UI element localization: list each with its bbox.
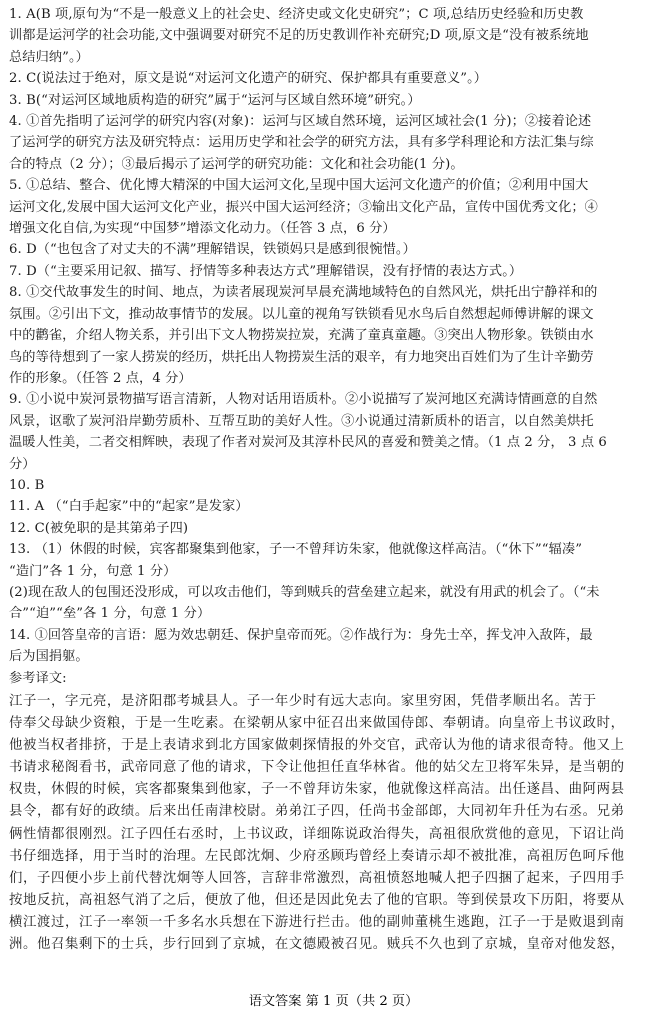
translation-label: 参考译文: (9, 670, 67, 686)
answer-line: 氛围。②引出下文，推动故事情节的发展。以儿童的视角写铁锁看见水鸟后自然想起师傅讲解的课文 (9, 306, 594, 322)
answer-item (9, 625, 658, 668)
answer-line: 风景，讴歌了炭河沿岸勤劳质朴、互帮互助的美好人性。③小说通过清新质朴的语言，以自然美烘托 (9, 413, 594, 429)
translation-line: 俩性情都很刚烈。江子四任右丞时，上书议政，详细陈说政治得失，高祖很欣赏他的意见，下诏让尚 (9, 826, 625, 842)
answer-line: (2)现在敌人的包围还没形成，可以攻击他们，等到贼兵的营垒建立起来，就没有用武的机会了。（“未 (9, 584, 600, 600)
answer-line: 合”“迫”“垒”各 1 分，句意 1 分） (9, 606, 211, 622)
answer-line: 11. A （“白手起家”中的“起家”是发家） (9, 499, 249, 515)
answer-item (9, 90, 658, 111)
translation-line: 权贵，休假的时候，宾客都聚集到他家，子一不曾拜访朱家，他就像这样高洁。出任遂昌、曲阿两县 (9, 782, 625, 798)
translation-line: 书仔细选择，用于当时的治理。左民郎沈炯、少府丞顾玙曾经上奏请示却不被批准，高祖厉色呵斥他 (9, 848, 625, 864)
answer-line: 总结归纳”。） (9, 49, 89, 65)
answer-line: 3. B(“对运河区域地质构造的研究”属于“运河与区域自然环境”研究。） (9, 92, 421, 108)
answer-line: 8. ①交代故事发生的时间、地点，为读者展现炭河早晨充满地域特色的自然风光，烘托出宁静祥和的 (9, 285, 598, 301)
answer-line: 作的形象。（任答 2 点，4 分） (9, 370, 192, 386)
answer-line: 5. ①总结、整合、优化博大精深的中国大运河文化,呈现中国大运河文化遗产的价值；②利用中国大 (9, 178, 589, 194)
translation-line: 洲。他召集剩下的士兵，步行回到了京城，在文德殿被召见。贼兵不久也到了京城，皇帝对他发怒， (9, 937, 625, 953)
answer-line: 了运河学的研究方法及研究特点：运用历史学和社会学的研究方法，具有多学科理论和方法汇集与综 (9, 135, 594, 151)
answer-line: 12. C(被免职的是其第弟子四) (9, 520, 189, 536)
answer-line: 2. C(说法过于绝对，原文是说“对运河文化遗产的研究、保护都具有重要意义”。） (9, 71, 488, 87)
answer-line: 增强文化自信,为实现“中国梦”增添文化动力。（任答 3 点，6 分） (9, 221, 396, 237)
answer-item (9, 475, 658, 496)
answer-line: 10. B (9, 477, 45, 493)
answer-line: 9. ①小说中炭河景物描写语言清新，人物对话用语质朴。②小说描写了炭河地区充满诗情画意的自然 (9, 392, 598, 408)
answer-item (9, 68, 658, 89)
answer-line: 运河文化,发展中国大运河文化产业，振兴中国大运河经济；③输出文化产品，宣传中国优秀文化；④ (9, 199, 598, 215)
answer-item (9, 261, 658, 282)
answer-item (9, 518, 658, 539)
answer-line: 合的特点（2 分）；③最后揭示了运河学的研究功能：文化和社会功能(1 分)。 (9, 156, 464, 172)
answer-item (9, 539, 658, 582)
translation-line: 按地反抗，高祖怒气消了之后，便放了他，但还是因此免去了他的官职。等到侯景攻下历阳，将要从 (9, 892, 625, 908)
answer-item (9, 582, 658, 625)
answer-item (9, 389, 658, 475)
answer-line: 后为国捐躯。 (9, 649, 89, 665)
translation-line: 县令，都有好的政绩。后来出任南津校尉。弟弟江子四，任尚书金部郎，大同初年升任为右丞。兄弟 (9, 804, 625, 820)
answer-item (9, 111, 658, 175)
translation-line: 他被当权者排挤，于是上表请求到北方国家做刺探情报的外交官，武帝认为他的请求很奇特。他又上 (9, 738, 625, 754)
answer-line: 6. D（“也包含了对丈夫的不满”理解错误，铁锁妈只是感到很惋惜。） (9, 242, 416, 258)
translation-line: 横江渡过，江子一率领一千多名水兵想在下游进行拦击。他的副帅董桃生逃跑，江子一于是败退到南 (9, 914, 625, 930)
answer-line: 1. A(B 项,原句为“不是一般意义上的社会史、经济史或文化史研究”；C 项,总结历史经验和历史教 (9, 7, 584, 22)
answer-line: 训都是运河学的社会功能,文中强调要对研究不足的历史教训作补充研究;D 项,原文是“没有被系统地 (9, 28, 589, 44)
answer-line: 7. D（“主要采用记叙、描写、抒情等多种表达方式”理解错误，没有抒情的表达方式。） (9, 263, 523, 279)
page-footer: 语文答案 第 1 页（共 2 页） (248, 994, 419, 1009)
answer-line: 分） (9, 456, 36, 472)
answer-item (9, 496, 658, 517)
answer-item (9, 239, 658, 260)
answer-line: 4. ①首先指明了运河学的研究内容(对象)：运河与区域自然环境，运河区域社会(1 分)；②接着论述 (9, 114, 592, 130)
translation-line: 侍奉父母缺少资粮，于是一生吃素。在梁朝从家中征召出来做国侍郎、奉朝请。向皇帝上书议政时， (9, 716, 625, 732)
translation-line: 书请求秘阁看书，武帝同意了他的请求，下令让他担任直华林省。他的姑父左卫将军朱异，是当朝的 (9, 760, 625, 776)
answer-item (9, 282, 658, 389)
answer-line: “造门”各 1 分，句意 1 分） (9, 563, 177, 579)
answer-item (9, 4, 658, 68)
translation-line: 江子一，字元亮，是济阳郡考城县人。子一年少时有远大志向。家里穷困，凭借孝顺出名。苦于 (9, 694, 597, 709)
answer-line: 鸟的等待想到了一家人捞炭的经历，烘托出人物捞炭生活的艰辛，有力地突出百姓们为了生计辛勤劳 (9, 349, 594, 365)
translation-line: 们，子四便小步上前代替沈炯等人回答，言辞非常激烈，高祖愤怒地喊人把子四捆了起来，子四用手 (9, 870, 625, 886)
answer-list (9, 4, 658, 668)
answer-item (9, 175, 658, 239)
answer-line: 中的鹳雀，介绍人物关系，并引出下文人物捞炭拉炭，充满了童真童趣。③突出人物形象。铁锁由水 (9, 328, 594, 344)
answer-line: 13. （1）休假的时候，宾客都聚集到他家，子一不曾拜访朱家，他就像这样高洁。（“休下”“辐凑” (9, 542, 583, 558)
answer-line: 14. ①回答皇帝的言语：愿为效忠朝廷、保护皇帝而死。②作战行为：身先士卒，挥戈冲入敌阵，最 (9, 627, 593, 643)
answer-line: 温暖人性美，二者交相辉映，表现了作者对炭河及其淳朴民风的喜爱和赞美之情。（1 点 2 分， 3 点 6 (9, 435, 607, 451)
reference-translation (9, 691, 658, 956)
